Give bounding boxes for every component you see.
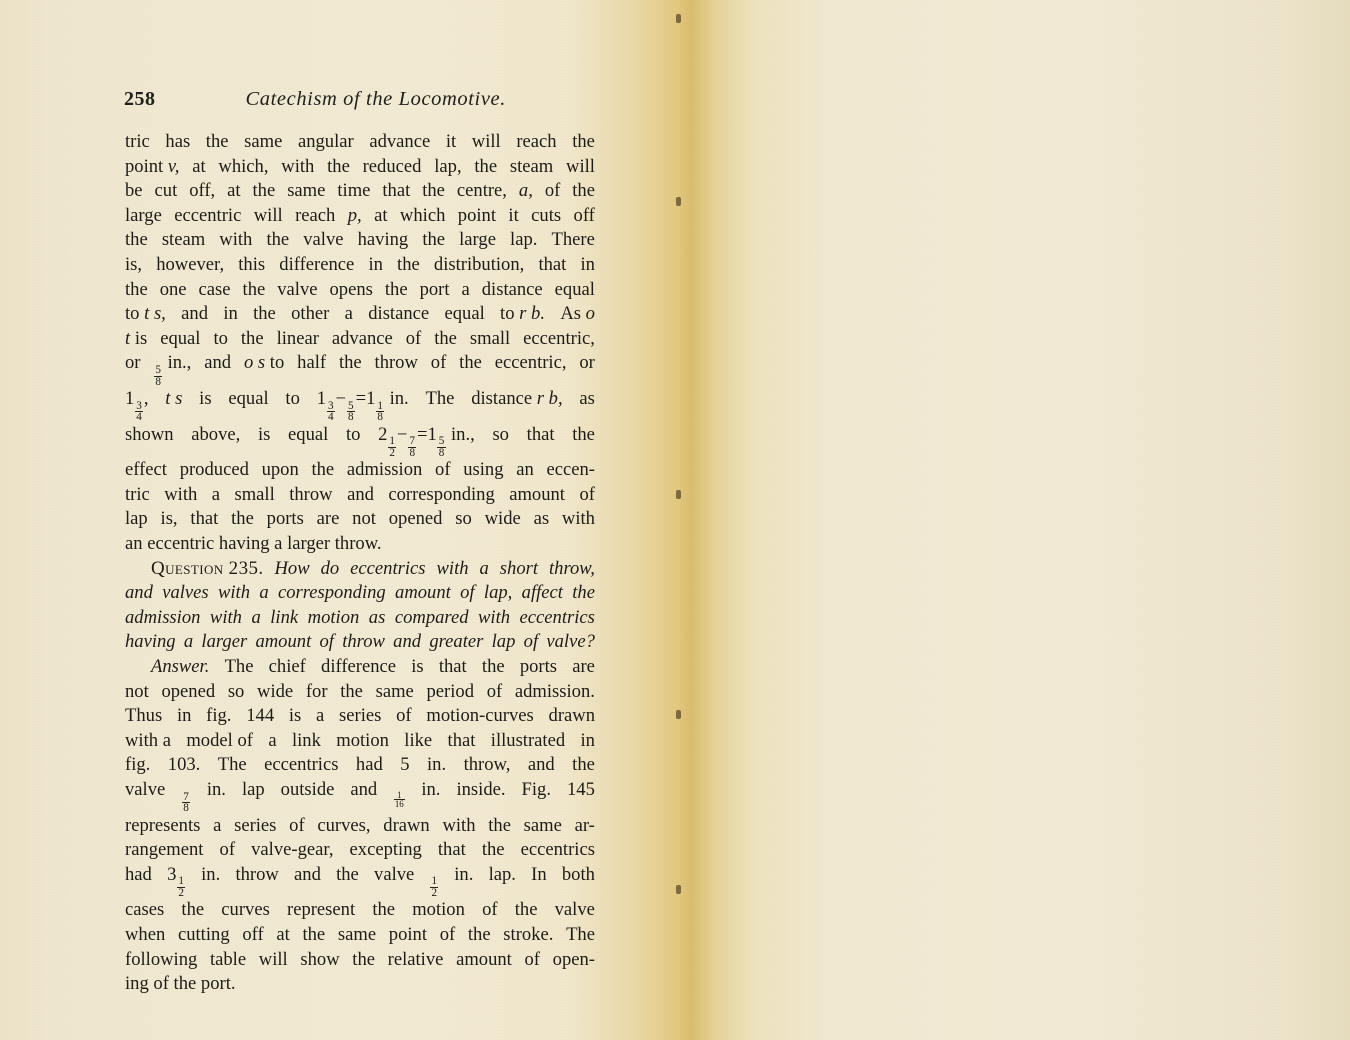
right-page	[675, 0, 1350, 1040]
text-line: with a model of a link motion like that illustrated in	[125, 729, 595, 751]
text-line: t is equal to the linear advance of the small eccentric,	[125, 327, 595, 349]
text-line: the steam with the valve having the large lap. There	[125, 229, 595, 251]
text-line: Question 235. How do eccentrics with a short throw,	[151, 557, 595, 579]
text-line: Thus in fig. 144 is a series of motion-curves drawn	[125, 705, 595, 727]
text-line: is, however, this difference in the distribution, that in	[125, 253, 595, 275]
text-line: tric with a small throw and corresponding amount of	[125, 483, 595, 505]
text-line: lap is, that the ports are not opened so wide as with	[125, 508, 595, 530]
text-line: effect produced upon the admission of using an eccen-	[125, 459, 595, 481]
text-line: the one case the valve opens the port a distance equal	[125, 278, 595, 300]
text-line: be cut off, at the same time that the centre, a, of the	[125, 180, 595, 202]
text-line: Answer. The chief difference is that the ports are	[151, 656, 595, 678]
left-folio: 258	[124, 88, 156, 110]
text-line: having a larger amount of throw and greater lap of valve?	[125, 631, 595, 653]
question-235-label: Question 235.	[151, 557, 264, 579]
text-line: when cutting off at the same point of the stroke. The	[125, 924, 595, 946]
text-line: had 3 $\frac{1}{2}$ in. throw and the valve $\frac{1}{2}$ in. lap. In both	[125, 863, 595, 899]
question-235-block	[125, 557, 595, 655]
text-line: fig. 103. The eccentrics had 5 in. throw, and the	[125, 754, 595, 776]
answer-235-label: Answer.	[151, 656, 210, 678]
left-running-head	[124, 88, 596, 114]
text-line: admission with a link motion as compared with eccentrics	[125, 606, 595, 628]
text-line: ing of the port.	[125, 973, 236, 995]
left-running-title: Catechism of the Locomotive.	[245, 88, 506, 110]
text-line: an eccentric having a larger throw.	[125, 533, 382, 555]
text-line: or $\frac{5}{8}$ in., and o s to half the throw of the eccentric, or	[125, 352, 595, 388]
text-line: rangement of valve-gear, excepting that the eccentrics	[125, 839, 595, 861]
text-line: represents a series of curves, drawn with the same ar-	[125, 814, 595, 836]
left-text-column	[125, 130, 595, 997]
text-line: and valves with a corresponding amount of lap, affect the	[125, 582, 595, 604]
text-line: valve $\frac{7}{8}$ in. lap outside and $\frac{1}{16}$ in. inside. Fig. 145	[125, 778, 595, 815]
text-line: large eccentric will reach p, at which point it cuts off	[125, 204, 595, 226]
text-line: shown above, is equal to 2 $\frac{1}{2}$ − $\frac{7}{8}$ =1 $\frac{5}{8}$ in., so that the	[125, 423, 595, 459]
text-line: tric has the same angular advance it will reach the	[125, 131, 595, 152]
text-line: 1 $\frac{3}{4}$ , t s is equal to 1 $\frac{3}{4}$ − $\frac{5}{8}$ =1 $\frac{1}{8}$ in. The distance r b, as	[125, 387, 595, 424]
text-line: to t s, and in the other a distance equal to r b. As o	[125, 303, 595, 325]
left-paragraph-1	[125, 130, 595, 557]
text-line: point v, at which, with the reduced lap, the steam will	[125, 155, 595, 177]
text-line: not opened so wide for the same period of admission.	[125, 680, 595, 702]
answer-235-block	[125, 655, 595, 997]
text-line: following table will show the relative amount of open-	[125, 948, 595, 970]
text-line: cases the curves represent the motion of the valve	[125, 899, 595, 921]
